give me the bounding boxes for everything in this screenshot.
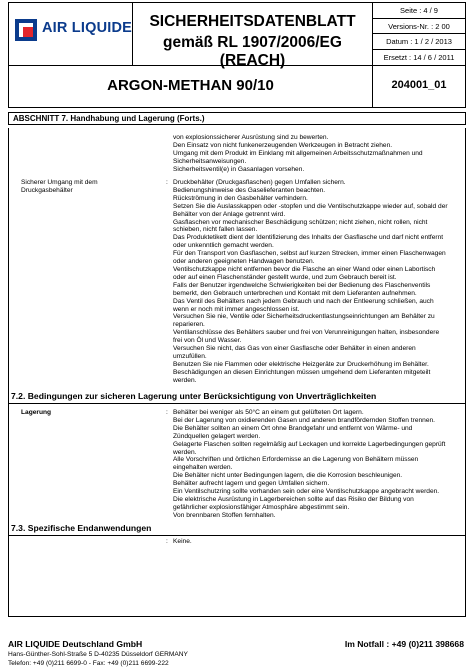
footer-phone: Telefon: +49 (0)211 6699-0 - Fax: +49 (0)211 6699-222 bbox=[8, 660, 169, 667]
text-line: Von brennbaren Stoffen fernhalten. bbox=[173, 511, 276, 519]
text-line: Ventilschutzkappe nicht entfernen bevor die Flasche an einer Wand oder einen Labortisch bbox=[173, 265, 436, 273]
sds-page bbox=[8, 2, 466, 667]
text-line: Falls der Benutzer irgendwelche Schwierigkeiten bei der Bedienung des Flaschenventils bbox=[173, 281, 431, 289]
text-line: Druckbehälter (Druckgasflaschen) gegen Umfallen sichern. bbox=[173, 179, 346, 186]
storage-heading: 7.2. Bedingungen zur sicheren Lagerung unter Berücksichtigung von Unverträglichkeiten bbox=[11, 391, 377, 401]
text-line: Gasflaschen vor mechanischer Beschädigung schützen; nicht ziehen, nicht rollen, nicht bbox=[173, 218, 428, 226]
text-line: Rückströmung in den Gasbehälter verhindern. bbox=[173, 194, 308, 202]
text-line: gefährlicher explosionsfähiger Atmosphäre abgestimmt sein. bbox=[173, 503, 350, 511]
text-line: reparieren. bbox=[173, 321, 205, 329]
colon: : bbox=[166, 538, 168, 545]
text-line: Setzen Sie die Auslasskappen oder -stopfen und die Ventilschutzkappe wieder auf, sobald der bbox=[173, 202, 448, 210]
product-name: ARGON-METHAN 90/10 bbox=[107, 77, 274, 94]
text-line: Die Behälter nicht unter Bedingungen lagern, die die Korrosion beschleunigen. bbox=[173, 472, 403, 480]
code-cell bbox=[373, 66, 465, 107]
replaces-date: Ersetzt : 14 / 6 / 2011 bbox=[383, 52, 455, 62]
text-line: Sicherheitsanweisungen. bbox=[173, 157, 247, 165]
footer-emergency-number: Im Notfall : +49 (0)211 398668 bbox=[344, 639, 464, 649]
enduse-heading-rule bbox=[9, 535, 465, 536]
text-line: eingehalten werden. bbox=[173, 464, 233, 472]
logo-cell bbox=[9, 3, 133, 66]
document-regulation: gemäß RL 1907/2006/EG (REACH) bbox=[163, 34, 342, 69]
storage-heading-rule bbox=[9, 403, 465, 404]
text-line: von explosionssicherer Ausrüstung sind zu bewerten. bbox=[173, 134, 329, 141]
colon: : bbox=[166, 409, 168, 416]
text-line: Für den Transport von Gasflaschen, selbst auf kurzen Strecken, immer einen Flaschenwagen bbox=[173, 250, 446, 258]
text-line: Behälter aufrecht lagern und gegen Umfallen sichern. bbox=[173, 480, 330, 488]
air-liquide-logo bbox=[15, 19, 133, 43]
document-footer bbox=[8, 616, 466, 665]
title-cell bbox=[133, 3, 373, 69]
text-line: oder anderen geeigneten Handwagen benutzen. bbox=[173, 258, 315, 266]
text-line: bemerkt, den Gebrauch unterbrechen und Kontakt mit dem Lieferanten aufnehmen. bbox=[173, 289, 417, 297]
section-content bbox=[8, 128, 466, 616]
text-line: Alle Vorschriften und örtlichen Erfordernisse an die Lagerung von Behältern müssen bbox=[173, 456, 419, 464]
gas-container-label: Sicherer Umgang mit dem Druckgasbehälter bbox=[21, 179, 98, 194]
document-title: SICHERHEITSDATENBLATT bbox=[149, 13, 356, 30]
handling-text-top bbox=[173, 134, 463, 174]
text-line: Umgang mit dem Produkt im Einklang mit allgemeinen Arbeitsschutzmaßnahmen und bbox=[173, 149, 423, 157]
text-line: Beschädigungen an diesen Einrichtungen müssen umgehend dem Lieferanten mitgeteilt bbox=[173, 368, 431, 376]
text-line: werden. bbox=[173, 448, 197, 456]
text-line: Versuchen Sie nie, Ventile oder Sicherheitsdruckentlastungseinrichtungen am Behälter zu bbox=[173, 313, 435, 321]
text-line: Zündquellen gelagert werden. bbox=[173, 432, 261, 440]
text-line: Bei der Lagerung von oxidierenden Gasen und anderen brandfördernden Stoffen trennen. bbox=[173, 416, 435, 424]
text-line: Die elektrische Ausrüstung in Lagerbereichen sollte auf das Risiko der Bildung von bbox=[173, 495, 414, 503]
text-line: oder unkenntlich gemacht werden. bbox=[173, 242, 274, 250]
section-title: ABSCHNITT 7. Handhabung und Lagerung (Forts.) bbox=[8, 112, 466, 125]
text-line: Behälter bei weniger als 50°C an einem gut gelüfteten Ort lagern. bbox=[173, 409, 364, 416]
issue-date: Datum : 1 / 2 / 2013 bbox=[373, 34, 465, 50]
text-line: Benutzen Sie nie Flammen oder elektrische Heizgeräte zur Druckerhöhung im Behälter. bbox=[173, 360, 429, 368]
text-line: Sicherheitsventil(e) in Gasanlagen vorsehen. bbox=[173, 165, 305, 173]
footer-address: Hans-Günther-Sohl-Straße 5 D-40235 Düsseldorf GERMANY bbox=[8, 651, 188, 658]
text-line: Die Behälter sollten an einem Ort ohne Brandgefahr und entfernt von Wärme- und bbox=[173, 424, 413, 432]
colon: : bbox=[166, 179, 168, 186]
storage-text bbox=[173, 409, 463, 520]
document-header bbox=[8, 2, 466, 108]
gas-container-text bbox=[173, 179, 463, 385]
text-line: Das Ventil des Behälters nach jedem Gebrauch und nach der Entleerung schließen, auch bbox=[173, 297, 434, 305]
text-line: schieben, nicht fallen lassen. bbox=[173, 226, 258, 234]
text-line: Versuchen Sie nicht, das Gas von einer Gasflasche oder Behälter in einen anderen bbox=[173, 345, 416, 353]
text-line: wenn er noch mit immer angeschlossen ist. bbox=[173, 305, 300, 313]
product-code: 204001_01 bbox=[391, 79, 447, 91]
text-line: frei von Öl und Wasser. bbox=[173, 337, 242, 345]
footer-company: AIR LIQUIDE Deutschland GmbH bbox=[8, 639, 143, 649]
text-line: Den Einsatz von nicht funkenerzeugenden Werkzeugen in Betracht ziehen. bbox=[173, 141, 393, 149]
text-line: Ein Ventilschutzring sollte vorhanden sein oder eine Ventilschutzkappe angebracht werden. bbox=[173, 488, 440, 496]
text-line: Das Produktetikett dient der Identifizierung des Inhalts der Gasflasche und darf nicht entfernt bbox=[173, 234, 444, 242]
text-line: Gelagerte Flaschen sollten regelmäßig auf Leckagen und korrekte Lagerbedingungen geprüft bbox=[173, 440, 446, 448]
text-line: Bedienungshinweise des Gaselieferanten beachten. bbox=[173, 186, 326, 194]
text-line: Behälter von der Anlage getrennt wird. bbox=[173, 210, 286, 218]
meta-cell bbox=[373, 3, 465, 66]
text-line: umzufüllen. bbox=[173, 352, 207, 360]
text-line: oder auf einen Flaschenständer gestellt wurde, und zum Gebrauch bereit ist. bbox=[173, 273, 397, 281]
logo-text: AIR LIQUIDE bbox=[42, 20, 133, 36]
text-line: Ventilanschlüsse des Behälters sauber und frei von Verunreinigungen halten, insbesondere bbox=[173, 329, 440, 337]
page-number: Seite : 4 / 9 bbox=[373, 3, 465, 19]
text-line: werden. bbox=[173, 376, 197, 384]
product-cell bbox=[9, 66, 373, 107]
version-number: Versions-Nr. : 2 00 bbox=[373, 19, 465, 35]
storage-label: Lagerung bbox=[21, 409, 52, 416]
enduse-value: Keine. bbox=[173, 538, 192, 545]
air-liquide-logo-icon bbox=[15, 19, 37, 41]
enduse-heading: 7.3. Spezifische Endanwendungen bbox=[11, 523, 152, 533]
